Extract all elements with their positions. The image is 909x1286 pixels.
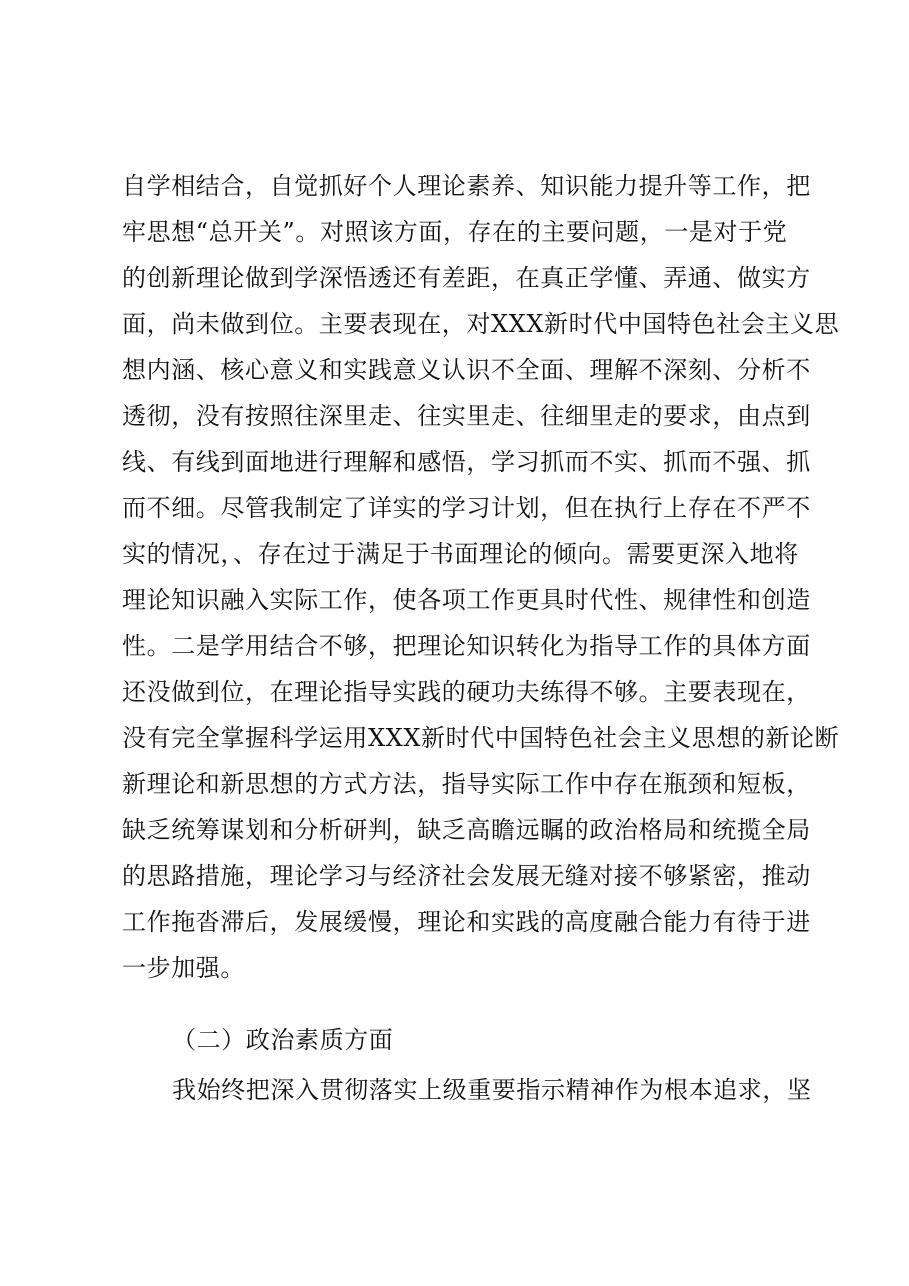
paragraph-line: 牢思想“总开关”。对照该方面，存在的主要问题，一是对于党	[122, 218, 788, 246]
paragraph-line: 而不细。尽管我制定了详实的学习计划，但在执行上存在不严不	[122, 494, 811, 522]
paragraph-line: 实的情况，、存在过于满足于书面理论的倾向。需要更深入地将	[122, 540, 799, 568]
paragraph-line: 缺乏统筹谋划和分析研判，缺乏高瞻远瞩的政治格局和统揽全局	[122, 816, 811, 844]
paragraph-line: 面，尚未做到位。主要表现在，对XXX新时代中国特色社会主义思	[122, 310, 840, 338]
paragraph-line: 没有完全掌握科学运用XXX新时代中国特色社会主义思想的新论断	[122, 724, 840, 752]
paragraph-line: 一步加强。	[122, 954, 245, 982]
paragraph-line: 工作拖沓滞后，发展缓慢，理论和实践的高度融合能力有待于进	[122, 908, 811, 936]
paragraph-line: 我始终把深入贯彻落实上级重要指示精神作为根本追求，坚	[172, 1076, 812, 1104]
paragraph-line: 性。二是学用结合不够，把理论知识转化为指导工作的具体方面	[122, 632, 811, 660]
paragraph-line: 新理论和新思想的方式方法，指导实际工作中存在瓶颈和短板，	[122, 770, 811, 798]
paragraph-line: 自学相结合，自觉抓好个人理论素养、知识能力提升等工作，把	[122, 172, 811, 200]
paragraph-line: 还没做到位，在理论指导实践的硬功夫练得不够。主要表现在，	[122, 678, 811, 706]
paragraph-line: 想内涵、核心意义和实践意义认识不全面、理解不深刻、分析不	[122, 356, 811, 384]
paragraph-line: 透彻，没有按照往深里走、往实里走、往细里走的要求，由点到	[122, 402, 811, 430]
paragraph-line: 理论知识融入实际工作，使各项工作更具时代性、规律性和创造	[122, 586, 811, 614]
paragraph-line: 线、有线到面地进行理解和感悟，学习抓而不实、抓而不强、抓	[122, 448, 811, 476]
paragraph-line: 的创新理论做到学深悟透还有差距，在真正学懂、弄通、做实方	[122, 264, 811, 292]
paragraph-line: 的思路措施，理论学习与经济社会发展无缝对接不够紧密，推动	[122, 862, 811, 890]
section-heading: （二）政治素质方面	[172, 1026, 394, 1054]
